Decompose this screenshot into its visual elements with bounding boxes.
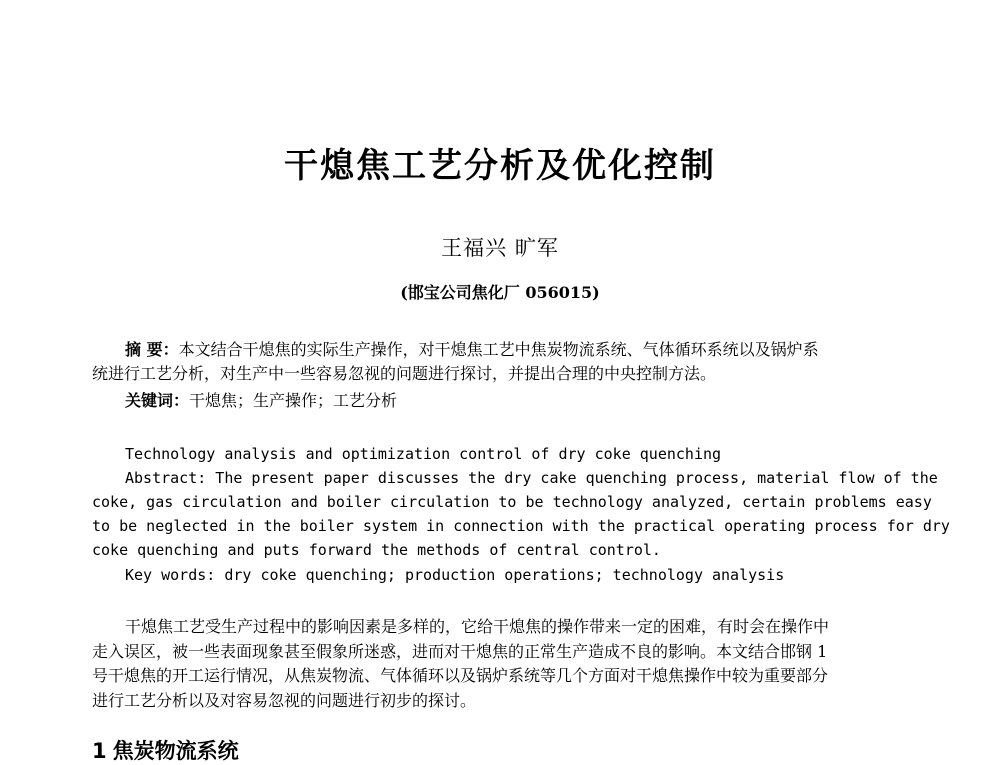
abstract-cn-label: 摘 要： — [125, 340, 179, 359]
section-number: 1 — [92, 739, 107, 763]
abstract-cn-line-2: 统进行工艺分析，对生产中一些容易忽视的问题进行探讨，并提出合理的中央控制方法。 — [92, 364, 717, 383]
abstract-cn-text-1: 本文结合干熄焦的实际生产操作，对干熄焦工艺中焦炭物流系统、气体循环系统以及锅炉系 — [178, 340, 819, 359]
paper-title: 干熄焦工艺分析及优化控制 — [284, 146, 716, 186]
intro-line-2: 走入误区，被一些表面现象甚至假象所迷惑，进而对干熄焦的正常生产造成不良的影响。本文结合邯钢 1 — [92, 641, 828, 661]
intro-line-3: 号干熄焦的开工运行情况，从焦炭物流、气体循环以及锅炉系统等几个方面对干熄焦操作中较为重要部分 — [92, 666, 829, 685]
intro-line-1: 干熄焦工艺受生产过程中的影响因素是多样的，它给干熄焦的操作带来一定的困难，有时会在操作中 — [125, 617, 830, 636]
english-abstract-line-3: to be neglected in the boiler system in connection with the practical operating process for dry — [92, 517, 950, 535]
abstract-cn — [92, 338, 922, 386]
section-title: 焦炭物流系统 — [112, 739, 239, 763]
english-keywords: Key words: dry coke quenching; production operations; technology analysis — [125, 566, 785, 584]
english-abstract-line-2: coke, gas circulation and boiler circulation to be technology analyzed, certain problems easy — [92, 493, 932, 511]
english-abstract — [92, 466, 950, 562]
english-abstract-line-4: coke quenching and puts forward the methods of central control. — [92, 541, 661, 559]
keywords-cn-text: 干熄焦；生产操作；工艺分析 — [189, 391, 398, 410]
keywords-cn-label: 关键词： — [125, 391, 190, 410]
section-heading-1 — [92, 735, 239, 765]
english-abstract-line-1: Abstract: The present paper discusses the dry cake quenching process, material flow of the — [125, 469, 938, 487]
intro-paragraph — [92, 615, 922, 713]
paper-authors: 王福兴 旷军 — [441, 236, 559, 260]
paper-affiliation: (邯宝公司焦化厂 056015) — [400, 283, 600, 302]
keywords-cn — [92, 389, 955, 413]
intro-line-4: 进行工艺分析以及对容易忽视的问题进行初步的探讨。 — [92, 690, 477, 710]
abstract-cn-line-1 — [92, 338, 922, 362]
english-title: Technology analysis and optimization control of dry coke quenching — [125, 445, 722, 463]
